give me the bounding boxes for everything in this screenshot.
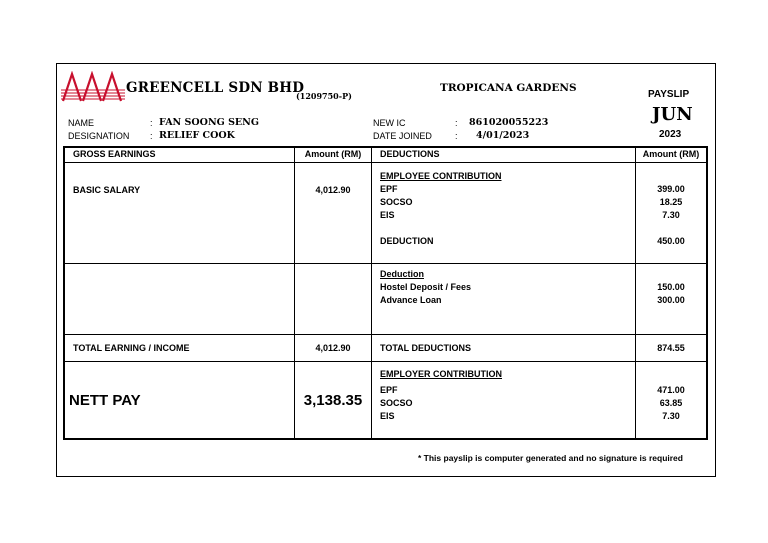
name-label: NAME (68, 118, 95, 128)
epf-value: 399.00 (657, 184, 685, 194)
eis-value: 7.30 (662, 210, 680, 220)
employer-epf-value: 471.00 (657, 385, 685, 395)
ic-colon: : (455, 118, 458, 128)
gross-earnings-header: GROSS EARNINGS (65, 148, 295, 163)
company-logo-icon (61, 71, 125, 103)
earnings-amount-header: Amount (RM) (295, 148, 372, 163)
employee-date-joined: 4/01/2023 (476, 130, 530, 141)
ic-label: NEW IC (373, 118, 406, 128)
employer-socso-label: SOCSO (380, 398, 413, 408)
hostel-label: Hostel Deposit / Fees (380, 282, 472, 292)
designation-colon: : (150, 131, 153, 141)
employer-contribution-title: EMPLOYER CONTRIBUTION (380, 369, 503, 379)
deductions-header: DEDUCTIONS (372, 148, 636, 163)
employee-ic: 861020055223 (469, 117, 549, 128)
registration-number: (1209750-P) (296, 91, 352, 101)
nett-pay-value: 3,138.35 (303, 391, 363, 409)
employee-designation: RELIEF COOK (159, 130, 235, 141)
hostel-value: 150.00 (657, 282, 685, 292)
basic-salary-value: 4,012.90 (315, 185, 351, 195)
employee-name: FAN SOONG SENG (159, 117, 259, 128)
payslip-table (64, 147, 707, 439)
deduction-subtitle: Deduction (380, 269, 424, 279)
payslip-year: 2023 (659, 129, 682, 140)
deduction-label: DEDUCTION (380, 236, 434, 246)
employee-contribution-title: EMPLOYEE CONTRIBUTION (380, 171, 502, 181)
total-earning-value: 4,012.90 (315, 342, 351, 353)
total-deductions-value: 874.55 (657, 342, 685, 353)
socso-value: 18.25 (659, 197, 683, 207)
advance-loan-label: Advance Loan (380, 295, 442, 305)
socso-label: SOCSO (380, 197, 413, 207)
basic-salary-label: BASIC SALARY (73, 185, 141, 195)
deduction-value: 450.00 (657, 236, 685, 246)
employer-eis-label: EIS (380, 411, 395, 421)
payslip-label: PAYSLIP (648, 89, 690, 100)
payslip-month: JUN (652, 104, 693, 125)
designation-label: DESIGNATION (68, 131, 130, 141)
joined-colon: : (455, 131, 458, 141)
employer-epf-label: EPF (380, 385, 398, 395)
company-name: GREENCELL SDN BHD (126, 80, 305, 96)
location-title: TROPICANA GARDENS (440, 82, 577, 94)
name-colon: : (150, 118, 153, 128)
joined-label: DATE JOINED (373, 131, 432, 141)
advance-loan-value: 300.00 (657, 295, 685, 305)
total-deductions-label: TOTAL DEDUCTIONS (380, 342, 472, 353)
epf-label: EPF (380, 184, 398, 194)
nett-pay-label: NETT PAY (69, 391, 141, 409)
computer-generated-note: * This payslip is computer generated and no signature is required (418, 453, 683, 463)
employer-socso-value: 63.85 (659, 398, 683, 408)
eis-label: EIS (380, 210, 395, 220)
total-earning-label: TOTAL EARNING / INCOME (73, 342, 190, 353)
employer-eis-value: 7.30 (662, 411, 680, 421)
deductions-amount-header: Amount (RM) (636, 148, 707, 163)
